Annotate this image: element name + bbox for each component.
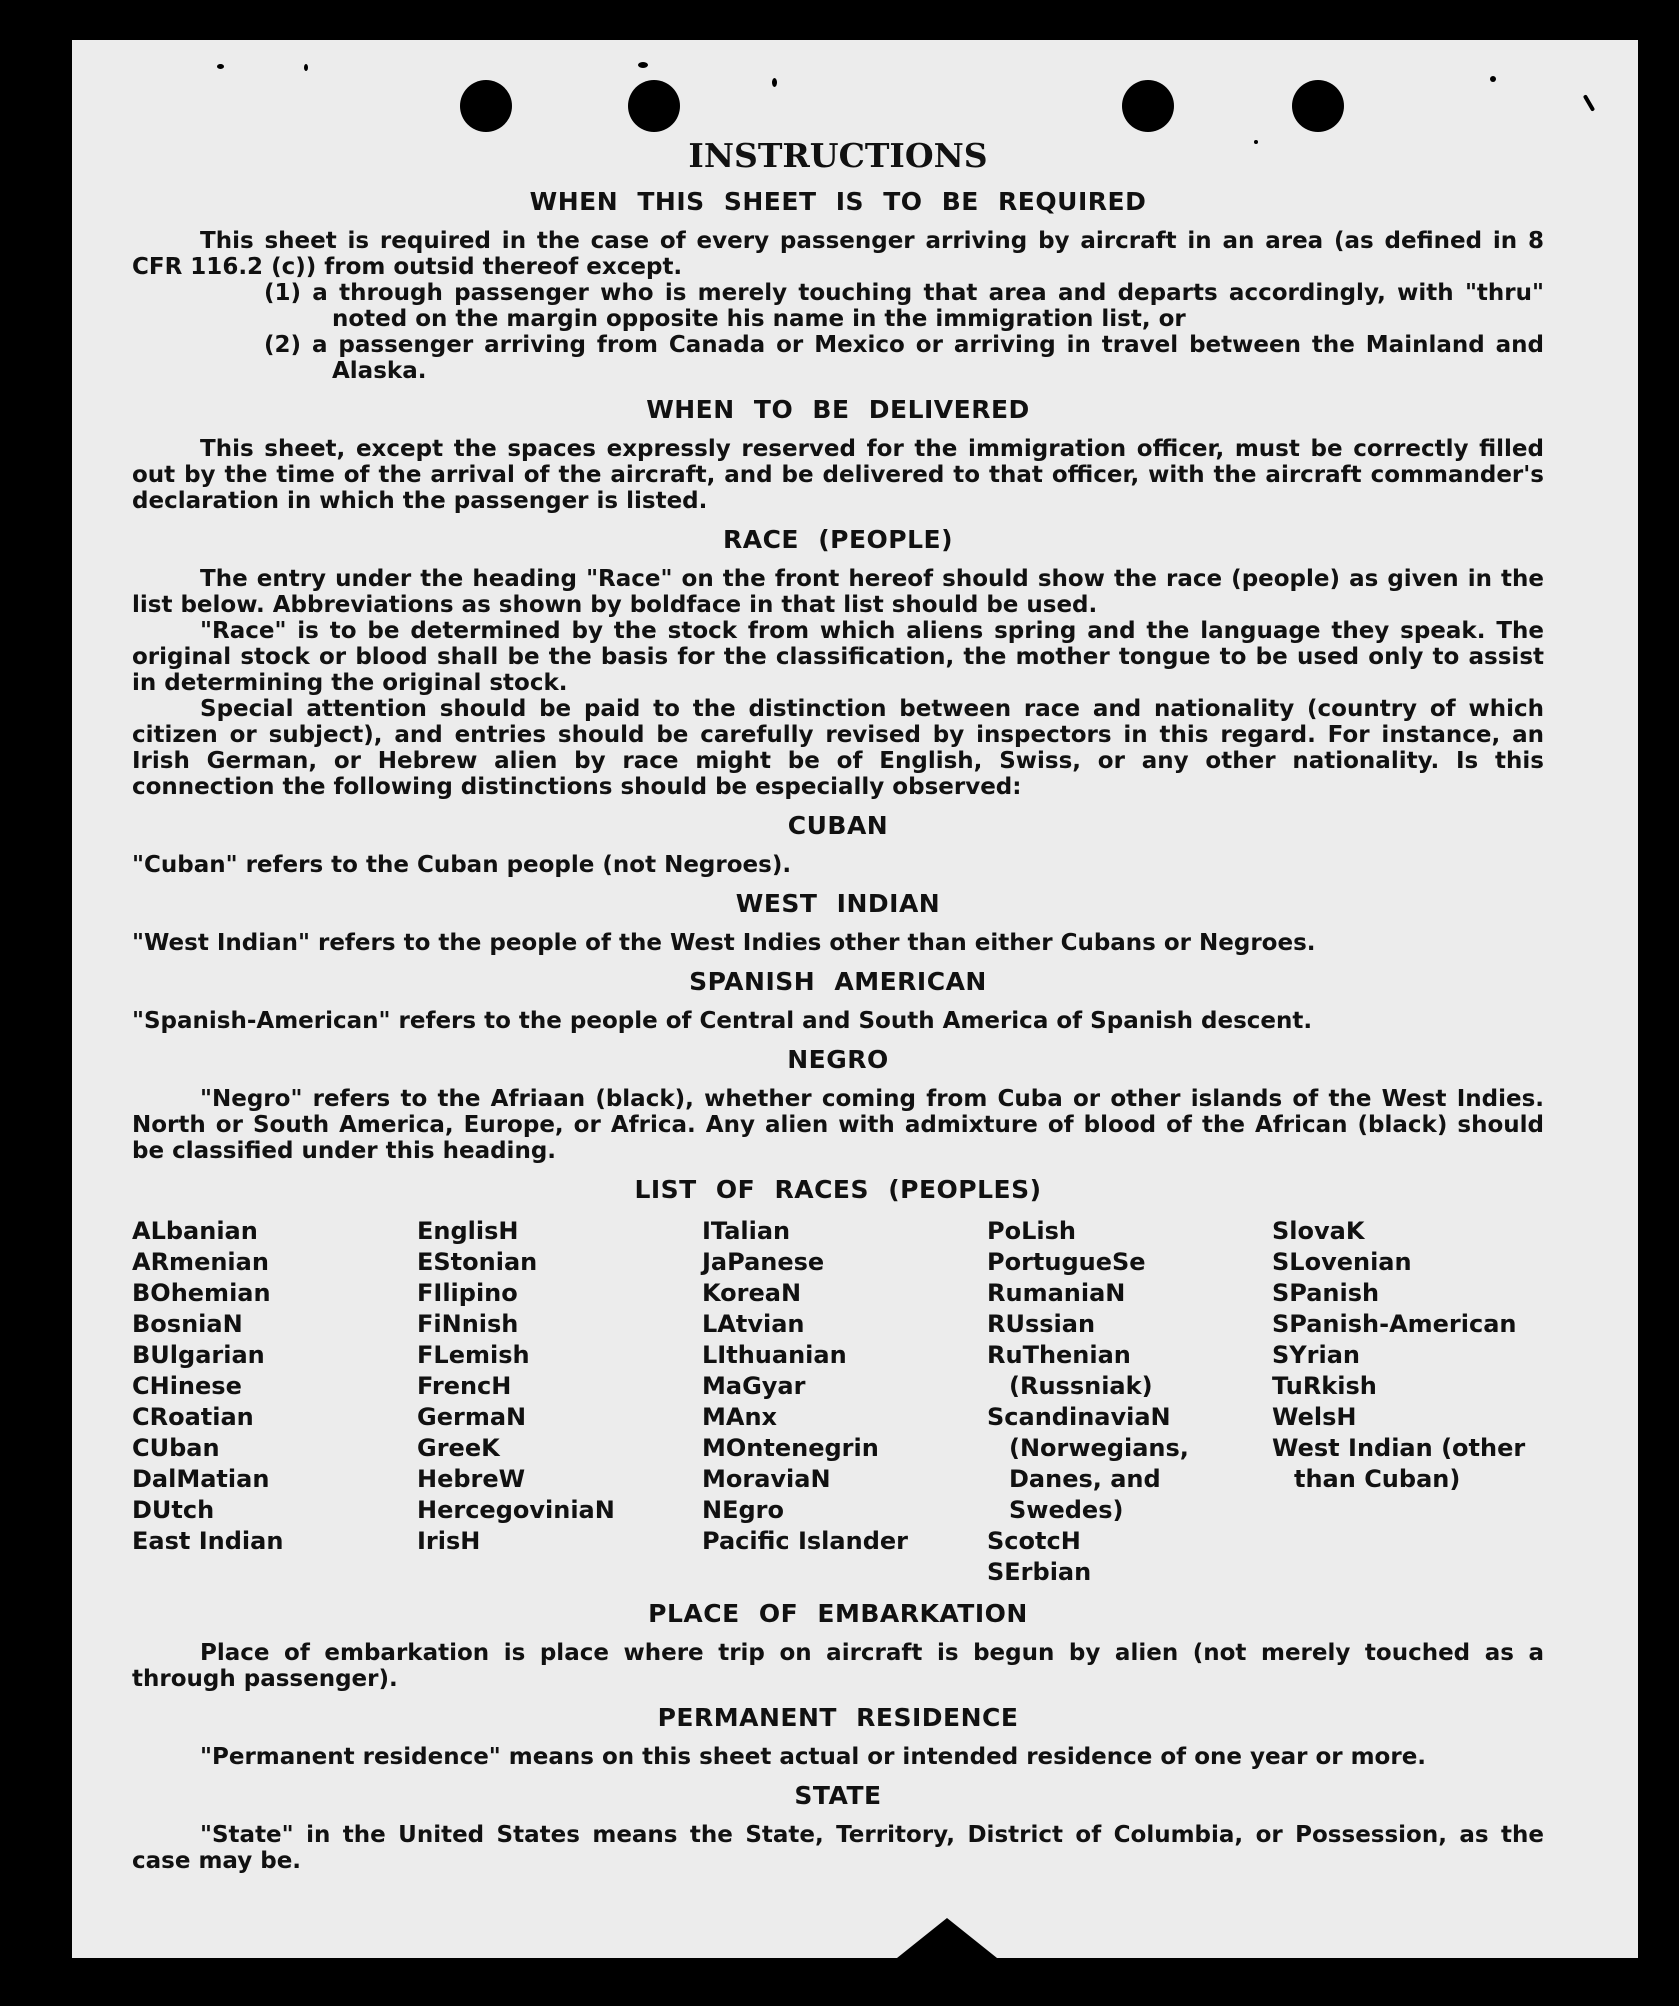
race-item: MOntenegrin	[702, 1434, 879, 1462]
section-heading: RACE (PEOPLE)	[722, 525, 954, 554]
paragraph: "West Indian" refers to the people of the West Indies other than either Cubans or Negroes.	[132, 930, 1316, 956]
speck	[1583, 94, 1595, 112]
list-item: (2) a passenger arriving from Canada or Mexico or arriving in travel between the Mainland and Alaska.	[264, 332, 1544, 384]
races-column	[132, 1216, 417, 1588]
race-item: NEgro	[702, 1496, 784, 1524]
race-item: ITalian	[702, 1217, 791, 1245]
race-item: JaPanese	[702, 1248, 825, 1276]
section-heading: SPANISH AMERICAN	[689, 967, 987, 996]
race-item: BOhemian	[132, 1279, 271, 1307]
races-column	[987, 1216, 1272, 1588]
race-item: RumaniaN	[987, 1279, 1126, 1307]
race-item: SLovenian	[1272, 1248, 1412, 1276]
race-item: FrencH	[417, 1372, 512, 1400]
race-item: EStonian	[417, 1248, 538, 1276]
races-column	[702, 1216, 987, 1588]
paragraph: "Negro" refers to the Afriaan (black), whether coming from Cuba or other islands of the West Indies. North or South America, Europe, or Africa. Any alien with admixture of blood of the African (black) should be classified under this heading.	[132, 1086, 1544, 1164]
race-item: HercegoviniaN	[417, 1496, 615, 1524]
race-item: SPanish-American	[1272, 1310, 1517, 1338]
torn-edge	[892, 1918, 1002, 1962]
race-item: GermaN	[417, 1403, 527, 1431]
race-item: DalMatian	[132, 1465, 270, 1493]
race-item: MaGyar	[702, 1372, 806, 1400]
section-heading: PERMANENT RESIDENCE	[657, 1703, 1019, 1732]
speck	[217, 64, 224, 69]
race-item: WelsH	[1272, 1403, 1357, 1431]
races-column	[1272, 1216, 1532, 1588]
race-item: ARmenian	[132, 1248, 269, 1276]
race-item: RuThenian (Russniak)	[987, 1341, 1153, 1400]
race-item: DUtch	[132, 1496, 215, 1524]
race-item: CHinese	[132, 1372, 242, 1400]
race-item: MAnx	[702, 1403, 778, 1431]
race-item: SlovaK	[1272, 1217, 1365, 1245]
speck	[304, 64, 308, 71]
instructions-content	[132, 136, 1544, 1874]
race-item: SErbian	[987, 1558, 1092, 1586]
race-item: ScotcH	[987, 1527, 1081, 1555]
paragraph: This sheet is required in the case of every passenger arriving by aircraft in an area (as defined in 8 CFR 116.2 (c)) from outsid thereof except.	[132, 228, 1544, 280]
race-item: PoLish	[987, 1217, 1076, 1245]
section-heading: PLACE OF EMBARKATION	[648, 1599, 1028, 1628]
races-list	[132, 1216, 1544, 1588]
race-item: CRoatian	[132, 1403, 254, 1431]
paragraph: "Cuban" refers to the Cuban people (not Negroes).	[132, 852, 792, 878]
race-item: EnglisH	[417, 1217, 519, 1245]
paragraph: "Race" is to be determined by the stock from which aliens spring and the language they speak. The original stock or blood shall be the basis for the classification, the mother tongue to be used only to assist in determining the original stock.	[132, 618, 1544, 696]
paragraph: Place of embarkation is place where trip on aircraft is begun by alien (not merely touched as a through passenger).	[132, 1640, 1544, 1692]
race-item: BosniaN	[132, 1310, 243, 1338]
race-item: TuRkish	[1272, 1372, 1377, 1400]
paragraph: "Permanent residence" means on this sheet actual or intended residence of one year or more.	[200, 1744, 1427, 1770]
race-item: FLemish	[417, 1341, 530, 1369]
race-item: SYrian	[1272, 1341, 1361, 1369]
section-heading: WHEN THIS SHEET IS TO BE REQUIRED	[529, 187, 1147, 216]
section-heading: WEST INDIAN	[735, 889, 941, 918]
race-item: IrisH	[417, 1527, 481, 1555]
punch-hole	[628, 80, 680, 132]
race-item: West Indian (other than Cuban)	[1272, 1434, 1526, 1493]
race-item: ALbanian	[132, 1217, 258, 1245]
speck	[772, 78, 777, 87]
race-item: GreeK	[417, 1434, 500, 1462]
speck	[638, 62, 648, 68]
punch-hole	[1122, 80, 1174, 132]
race-item: LAtvian	[702, 1310, 805, 1338]
race-item: MoraviaN	[702, 1465, 831, 1493]
speck	[1490, 76, 1496, 82]
race-item: Pacific Islander	[702, 1527, 908, 1555]
race-item: FIlipino	[417, 1279, 518, 1307]
race-item: CUban	[132, 1434, 220, 1462]
race-item: BUlgarian	[132, 1341, 265, 1369]
race-item: PortugueSe	[987, 1248, 1146, 1276]
races-column	[417, 1216, 702, 1588]
paragraph: The entry under the heading "Race" on the front hereof should show the race (people) as given in the list below. Abbreviations as shown by boldface in that list should be used.	[132, 566, 1544, 618]
list-item: (1) a through passenger who is merely touching that area and departs accordingly, with "thru" noted on the margin opposite his name in the immigration list, or	[264, 280, 1544, 332]
race-item: East Indian	[132, 1527, 284, 1555]
document-sheet	[72, 40, 1638, 1958]
paragraph: This sheet, except the spaces expressly reserved for the immigration officer, must be correctly filled out by the time of the arrival of the aircraft, and be delivered to that officer, with the aircraft commander's declaration in which the passenger is listed.	[132, 436, 1544, 514]
punch-hole	[460, 80, 512, 132]
section-heading: CUBAN	[787, 811, 889, 840]
race-item: RUssian	[987, 1310, 1096, 1338]
punch-hole	[1292, 80, 1344, 132]
race-item: LIthuanian	[702, 1341, 847, 1369]
race-item: HebreW	[417, 1465, 526, 1493]
section-heading: NEGRO	[787, 1045, 889, 1074]
page-title: INSTRUCTIONS	[688, 136, 988, 175]
paragraph: "State" in the United States means the State, Territory, District of Columbia, or Possession, as the case may be.	[132, 1822, 1544, 1874]
races-heading: LIST OF RACES (PEOPLES)	[634, 1175, 1042, 1204]
paragraph: Special attention should be paid to the distinction between race and nationality (country of which citizen or subject), and entries should be carefully revised by inspectors in this regard. For instance, an Irish German, or Hebrew alien by race might be of English, Swiss, or any other nationality. Is this connection the following distinctions should be especially observed:	[132, 696, 1544, 800]
paragraph: "Spanish-American" refers to the people of Central and South America of Spanish descent.	[132, 1008, 1313, 1034]
section-heading: STATE	[794, 1781, 882, 1810]
race-item: ScandinaviaN (Norwegians, Danes, and Swedes)	[987, 1403, 1189, 1524]
race-item: FiNnish	[417, 1310, 519, 1338]
race-item: KoreaN	[702, 1279, 802, 1307]
section-heading: WHEN TO BE DELIVERED	[646, 395, 1030, 424]
race-item: SPanish	[1272, 1279, 1380, 1307]
